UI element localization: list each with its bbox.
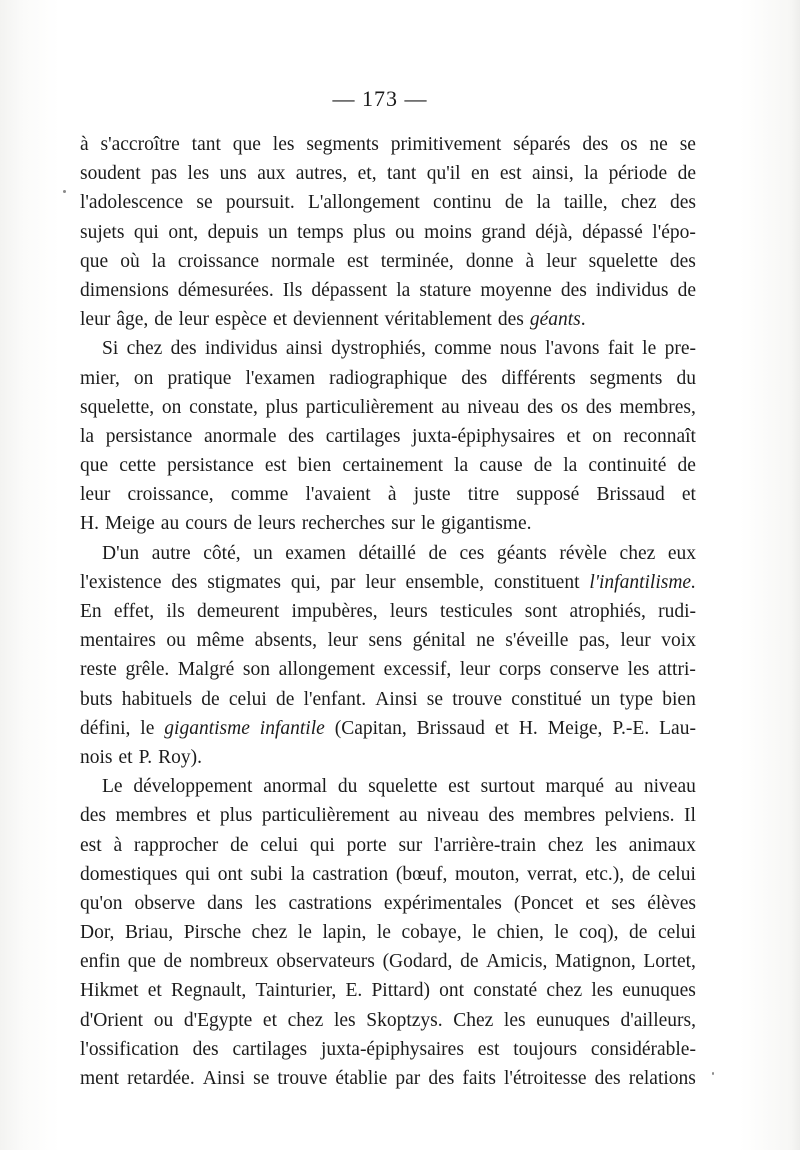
page-number: — 173 —: [332, 86, 428, 111]
text-line: sujets qui ont, depuis un temps plus ou moins grand déjà, dépassé l'épo-: [80, 221, 696, 243]
text-line: Si chez des individus ainsi dystrophiés, comme nous l'avons fait le pre-: [102, 338, 696, 360]
text-line: à s'accroître tant que les segments primitivement séparés des os ne se: [80, 134, 696, 155]
text-line: squelette, on constate, plus particulièrement au niveau des os des membres,: [80, 396, 696, 418]
text-line: nois et P. Roy).: [80, 746, 203, 768]
text-line: ment retardée. Ainsi se trouve établie par des faits l'étroitesse des relations: [80, 1068, 696, 1089]
text-line: mier, on pratique l'examen radiographique des différents segments du: [80, 367, 696, 389]
text-line: dimensions démesurées. Ils dépassent la stature moyenne des individus de: [80, 279, 696, 301]
text-line: la persistance anormale des cartilages juxta-épiphysaires et on reconnaît: [80, 425, 696, 447]
text-line: soudent pas les uns aux autres, et, tant qu'il en est ainsi, la période de: [80, 163, 696, 185]
text-line: Le développement anormal du squelette est surtout marqué au niveau: [102, 776, 696, 798]
text-line: est à rapprocher de celui qui porte sur l'arrière-train chez les animaux: [80, 834, 696, 856]
text-line: d'Orient ou d'Egypte et chez les Skoptzys. Chez les eunuques d'ailleurs,: [80, 1009, 696, 1031]
text-line: des membres et plus particulièrement au niveau des membres pelviens. Il: [80, 805, 696, 827]
text-line: défini, le gigantisme infantile (Capitan, Brissaud et H. Meige, P.-E. Lau-: [80, 717, 696, 739]
text-line: Dor, Briau, Pirsche chez le lapin, le cobaye, le chien, le coq), de celui: [80, 922, 696, 944]
text-line: qu'on observe dans les castrations expérimentales (Poncet et ses élèves: [80, 892, 696, 914]
text-line: Hikmet et Regnault, Tainturier, E. Pittard) ont constaté chez les eunuques: [80, 980, 696, 1002]
text-line: que cette persistance est bien certainement la cause de la continuité de: [80, 455, 696, 477]
text-line: domestiques qui ont subi la castration (bœuf, mouton, verrat, etc.), de celui: [80, 863, 696, 885]
text-line: l'ossification des cartilages juxta-épiphysaires est toujours considérable-: [80, 1038, 696, 1060]
text-line: H. Meige au cours de leurs recherches sur le gigantisme.: [80, 513, 532, 535]
margin-speck: [63, 190, 66, 193]
text-line: reste grêle. Malgré son allongement excessif, leur corps conserve les attri-: [80, 659, 696, 681]
text-line: buts habituels de celui de l'enfant. Ainsi se trouve constitué un type bien: [80, 688, 696, 710]
text-line: leur croissance, comme l'avaient à juste titre supposé Brissaud et: [80, 484, 696, 506]
body-text: [80, 130, 696, 1093]
text-line: mentaires ou même absents, leur sens génital ne s'éveille pas, leur voix: [80, 630, 696, 652]
text-line: l'existence des stigmates qui, par leur ensemble, constituent l'infantilisme.: [80, 571, 696, 593]
text-line: D'un autre côté, un examen détaillé de ces géants révèle chez eux: [102, 542, 696, 564]
margin-speck: [712, 1072, 714, 1075]
text-line: leur âge, de leur espèce et deviennent véritablement des géants.: [80, 309, 586, 331]
text-line: En effet, ils demeurent impubères, leurs testicules sont atrophiés, rudi-: [80, 601, 696, 622]
text-line: que où la croissance normale est terminée, donne à leur squelette des: [80, 250, 696, 272]
text-line: enfin que de nombreux observateurs (Godard, de Amicis, Matignon, Lortet,: [80, 951, 696, 973]
text-line: l'adolescence se poursuit. L'allongement continu de la taille, chez des: [80, 192, 696, 214]
